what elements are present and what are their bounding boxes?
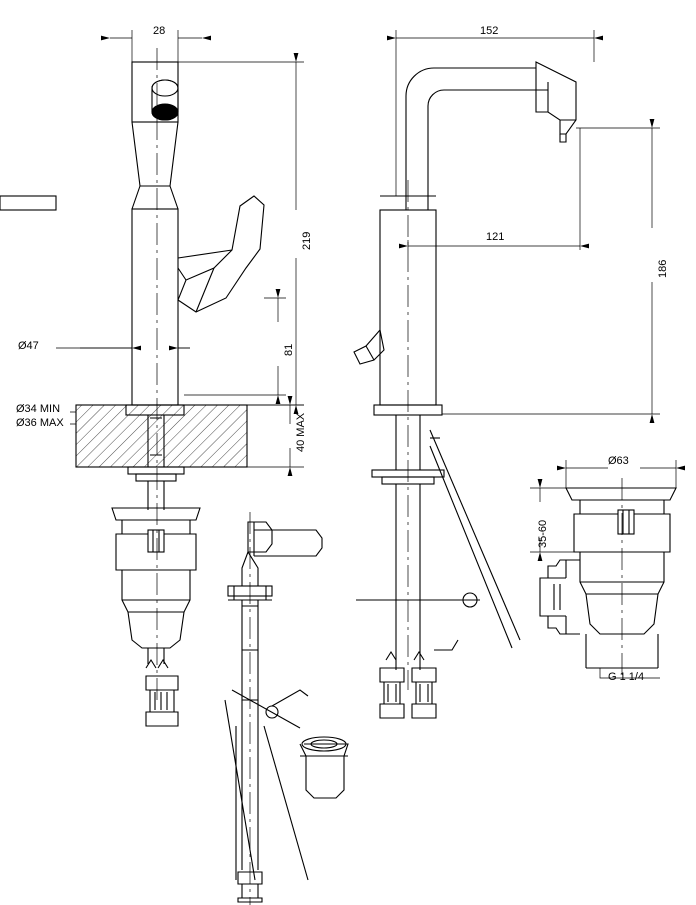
front-view-geometry — [76, 48, 264, 726]
dim-hole-min: Ø34 MIN — [16, 403, 61, 415]
dimension-lines — [56, 30, 676, 678]
dim-side-spout-height: 186 — [657, 259, 669, 278]
dim-waste-adjust-range: 35-60 — [537, 519, 549, 548]
dim-waste-flange-diameter: Ø63 — [608, 455, 629, 467]
dim-side-body-to-spout: 121 — [486, 231, 505, 243]
side-view-geometry — [0, 62, 576, 718]
dim-front-body-diameter: Ø47 — [18, 340, 39, 352]
dim-counter-thickness: 40 MAX — [295, 412, 307, 452]
dim-front-top-width: 28 — [153, 25, 166, 37]
dim-front-total-height: 219 — [301, 231, 313, 250]
installation-assembly-geometry — [225, 512, 348, 905]
dim-hole-max: Ø36 MAX — [16, 417, 64, 429]
dim-side-spout-reach: 152 — [480, 25, 499, 37]
dim-front-lever-height: 81 — [283, 343, 295, 356]
dim-waste-thread: G 1 1/4 — [608, 671, 645, 683]
waste-detail-geometry — [537, 478, 676, 680]
